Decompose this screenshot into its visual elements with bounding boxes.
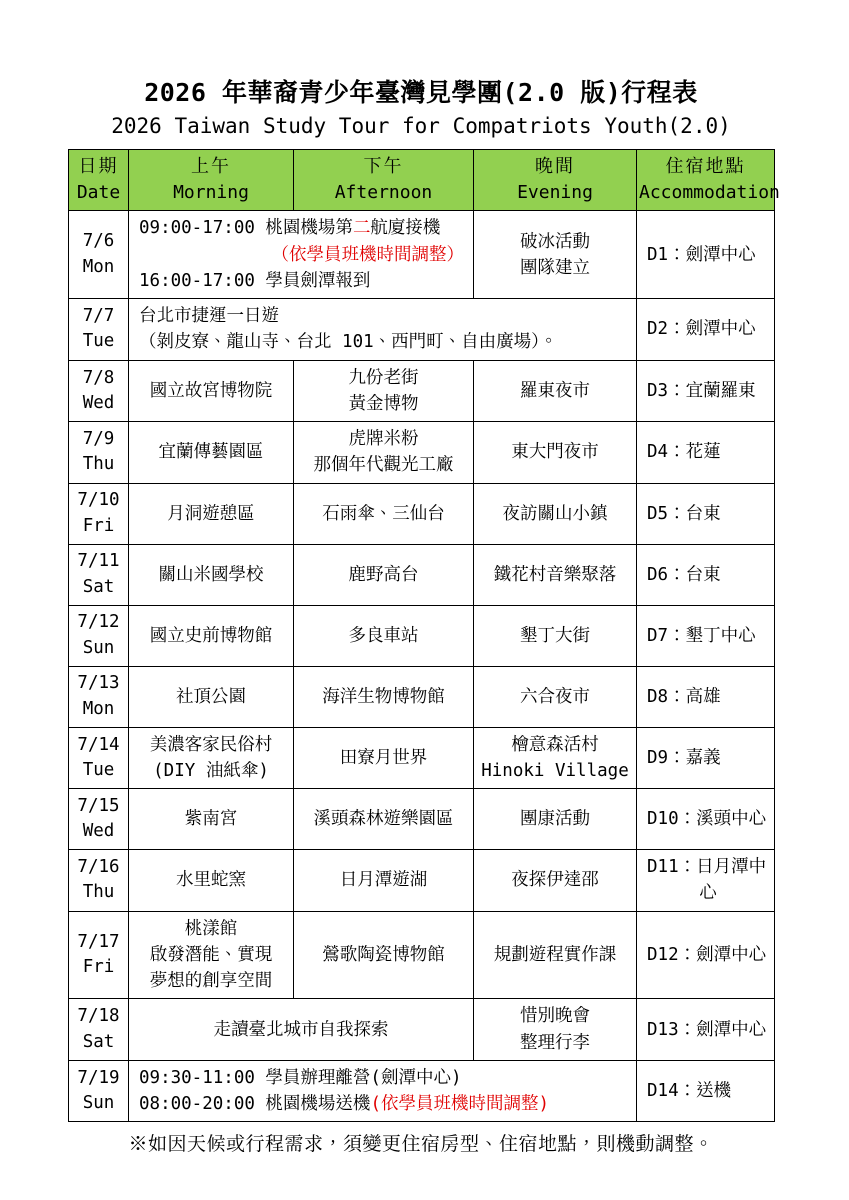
cell-date: [69, 789, 129, 850]
cell-text: 石雨傘、三仙台: [322, 503, 445, 524]
cell-afternoon: [294, 544, 474, 605]
schedule-table: [68, 149, 780, 1122]
cell-line: [299, 391, 468, 417]
day-value: Tue: [82, 759, 115, 780]
cell-text: 水里蛇窯: [176, 870, 246, 891]
cell-line: [299, 426, 468, 452]
table-row: [69, 1060, 775, 1122]
cell-text: 國立史前博物館: [149, 625, 273, 646]
table-row: [69, 789, 775, 850]
cell-line: [647, 1078, 769, 1104]
cell-line: [299, 501, 468, 527]
date-value: 7/8: [82, 367, 115, 388]
cell-text: 美濃客家民俗村: [149, 734, 273, 755]
day-value: Sun: [82, 1093, 115, 1114]
cell-accommodation: [637, 483, 775, 544]
cell-morning: [129, 483, 294, 544]
cell-date: [69, 727, 129, 789]
cell-text: 鐵花村音樂聚落: [493, 564, 617, 585]
cell-line: [647, 378, 769, 404]
cell-line: [479, 684, 631, 710]
cell-text: 鶯歌陶瓷博物館: [322, 944, 445, 965]
cell-text: 關山米國學校: [158, 564, 264, 585]
cell-line: [139, 242, 468, 268]
cell-date: [69, 422, 129, 484]
cell-date: [69, 605, 129, 666]
cell-morning: [129, 789, 294, 850]
cell-evening: [474, 422, 637, 484]
day-value: Tue: [82, 331, 115, 352]
cell-evening: [474, 999, 637, 1061]
cell-line: [134, 942, 288, 968]
day-value: Wed: [82, 392, 115, 413]
header-evening-zh: 晚間: [535, 156, 575, 178]
cell-date: [69, 666, 129, 727]
cell-line: [479, 255, 631, 281]
cell-line: [134, 623, 288, 649]
cell-morning: [129, 360, 294, 422]
header-morning: [129, 150, 294, 211]
cell-afternoon: [294, 483, 474, 544]
cell-text: 東大門夜市: [511, 442, 599, 463]
cell-text: 多良車站: [348, 625, 419, 646]
cell-accommodation: [637, 911, 775, 999]
cell-afternoon: [294, 666, 474, 727]
cell-text: Hinoki Village: [481, 760, 629, 781]
day-value: Thu: [82, 882, 115, 903]
cell-text: D8：高雄: [647, 686, 721, 707]
header-date-en: Date: [76, 182, 121, 204]
cell-text: D9：嘉義: [647, 747, 721, 768]
date-value: 7/11: [77, 551, 120, 572]
schedule-body: [69, 211, 775, 1122]
cell-afternoon: [294, 727, 474, 789]
cell-line: [139, 303, 631, 329]
cell-text: D12：劍潭中心: [647, 944, 767, 965]
header-morning-en: Morning: [173, 182, 249, 204]
cell-text: 台北市捷運一日遊: [139, 306, 279, 327]
cell-text: 走讀臺北城市自我探索: [213, 1019, 389, 1040]
date-value: 7/17: [77, 931, 120, 952]
cell-text: 整理行李: [520, 1032, 590, 1053]
cell-line: [134, 439, 288, 465]
cell-text: 鹿野高台: [348, 564, 419, 585]
cell-text: D13：劍潭中心: [647, 1019, 767, 1040]
cell-line: [299, 942, 468, 968]
cell-line: [647, 1017, 769, 1043]
cell-line: [299, 745, 468, 771]
cell-text: 09:30-11:00 學員辦理離營(劍潭中心): [139, 1067, 462, 1088]
cell-line: [299, 365, 468, 391]
header-accommodation-zh: 住宿地點: [665, 156, 746, 178]
cell-date: [69, 299, 129, 361]
header-evening-en: Evening: [517, 182, 593, 204]
cell-text: 09:00-17:00 桃園機場第: [139, 218, 353, 239]
cell-morning: [129, 422, 294, 484]
cell-text: 桃漾館: [184, 918, 238, 939]
cell-line: [647, 745, 769, 771]
cell-text: 國立故宮博物院: [149, 380, 273, 401]
cell-accommodation: [637, 299, 775, 361]
cell-accommodation: [637, 789, 775, 850]
footnote: ※如因天候或行程需求，須變更住宿房型、住宿地點，則機動調整。: [128, 1133, 714, 1156]
cell-afternoon: [294, 360, 474, 422]
cell-text: 六合夜市: [520, 686, 590, 707]
header-morning-zh: 上午: [191, 156, 231, 178]
day-value: Thu: [82, 454, 115, 475]
table-row: [69, 850, 775, 912]
day-value: Sat: [82, 576, 115, 597]
cell-text: 心: [699, 883, 717, 904]
cell-morning-afternoon: [129, 999, 474, 1061]
cell-text: D3：宜蘭羅東: [647, 380, 756, 401]
day-value: Wed: [82, 821, 115, 842]
cell-line: [647, 316, 769, 342]
table-row: [69, 727, 775, 789]
cell-text: 夜訪關山小鎮: [502, 503, 608, 524]
header-afternoon: [294, 150, 474, 211]
cell-accommodation: [637, 360, 775, 422]
date-value: 7/9: [82, 429, 115, 449]
header-row: [69, 150, 775, 211]
cell-line: [134, 684, 288, 710]
date-value: 7/10: [77, 490, 120, 511]
cell-morning: [129, 727, 294, 789]
cell-line: [134, 1017, 468, 1043]
cell-text: 羅東夜市: [520, 380, 590, 401]
day-value: Mon: [82, 698, 115, 719]
day-value: Fri: [82, 515, 115, 536]
day-value: Fri: [82, 957, 115, 977]
cell-morning: [129, 605, 294, 666]
cell-line: [134, 968, 288, 994]
cell-line: [139, 215, 468, 241]
table-row: [69, 211, 775, 299]
cell-text: D11：日月潭中: [647, 857, 767, 878]
highlight-red-text: （依學員班機時間調整）: [271, 244, 464, 265]
cell-line: [479, 501, 631, 527]
cell-line: [134, 806, 288, 832]
header-date: [69, 150, 129, 211]
day-value: Sun: [82, 637, 115, 658]
cell-text: (DIY 油紙傘): [153, 760, 269, 781]
cell-accommodation: [637, 1060, 775, 1122]
cell-date: [69, 999, 129, 1061]
cell-line: [479, 806, 631, 832]
cell-text: 破冰活動: [520, 231, 590, 252]
cell-line: [479, 1030, 631, 1056]
cell-line: [139, 329, 631, 355]
header-evening: [474, 150, 637, 211]
cell-text: D14：送機: [647, 1081, 732, 1101]
date-value: 7/12: [77, 612, 120, 633]
cell-text: D1：劍潭中心: [647, 244, 756, 265]
cell-accommodation: [637, 727, 775, 789]
cell-line: [647, 684, 769, 710]
cell-line: [647, 439, 769, 465]
cell-text: D6：台東: [647, 564, 721, 585]
cell-text: 團康活動: [520, 809, 590, 829]
cell-text: 紫南宮: [184, 809, 238, 829]
table-row: [69, 544, 775, 605]
date-value: 7/16: [77, 857, 120, 877]
cell-text: 檜意森活村: [511, 734, 599, 755]
cell-text: 團隊建立: [520, 257, 590, 278]
cell-line: [479, 1003, 631, 1029]
cell-morning: [129, 544, 294, 605]
cell-line: [479, 229, 631, 255]
cell-date: [69, 1060, 129, 1122]
cell-text: 16:00-17:00 學員劍潭報到: [139, 270, 371, 291]
header-accommodation: [637, 150, 780, 211]
cell-evening: [474, 211, 637, 299]
cell-evening: [474, 727, 637, 789]
cell-line: [134, 562, 288, 588]
cell-text: D10：溪頭中心: [647, 809, 767, 829]
cell-line: [479, 758, 631, 784]
cell-text: 社頂公園: [176, 686, 246, 707]
cell-afternoon: [294, 911, 474, 999]
day-value: Sat: [82, 1031, 115, 1052]
cell-date: [69, 211, 129, 299]
page-title: 2026 年華裔青少年臺灣見學團(2.0 版)行程表: [144, 78, 698, 107]
cell-evening: [474, 605, 637, 666]
table-row: [69, 999, 775, 1061]
cell-evening: [474, 911, 637, 999]
cell-date: [69, 483, 129, 544]
cell-accommodation: [637, 422, 775, 484]
cell-text: 日月潭遊湖: [339, 870, 428, 891]
cell-accommodation: [637, 605, 775, 666]
cell-evening: [474, 360, 637, 422]
cell-text: 那個年代觀光工廠: [313, 455, 454, 476]
cell-line: [299, 623, 468, 649]
cell-accommodation: [637, 850, 775, 912]
cell-line: [479, 942, 631, 968]
cell-afternoon: [294, 850, 474, 912]
header-date-zh: 日期: [78, 156, 119, 178]
cell-line: [299, 867, 468, 893]
cell-accommodation: [637, 666, 775, 727]
cell-text: 海洋生物博物館: [322, 686, 445, 707]
date-value: 7/14: [77, 734, 120, 755]
cell-text: 啟發潛能、實現: [149, 944, 273, 965]
table-row: [69, 483, 775, 544]
header-afternoon-en: Afternoon: [334, 182, 433, 204]
table-row: [69, 422, 775, 484]
cell-text: 九份老街: [348, 367, 419, 388]
cell-line: [479, 867, 631, 893]
cell-evening: [474, 850, 637, 912]
cell-line: [139, 1091, 631, 1117]
cell-line: [139, 1065, 631, 1091]
date-value: 7/18: [77, 1006, 120, 1027]
cell-line: [134, 867, 288, 893]
cell-afternoon: [294, 789, 474, 850]
date-value: 7/19: [77, 1067, 120, 1088]
cell-text: D4：花蓮: [647, 442, 721, 463]
cell-line: [134, 916, 288, 942]
cell-text: 墾丁大街: [520, 625, 590, 646]
cell-text: 航廈接機: [370, 218, 441, 239]
cell-text: 田寮月世界: [339, 747, 428, 768]
cell-line: [479, 623, 631, 649]
cell-line: [647, 854, 769, 880]
cell-evening: [474, 483, 637, 544]
cell-line: [134, 732, 288, 758]
cell-date: [69, 850, 129, 912]
cell-line: [299, 684, 468, 710]
cell-text: 惜別晚會: [520, 1006, 590, 1027]
cell-text: D5：台東: [647, 503, 721, 524]
cell-line: [134, 758, 288, 784]
cell-accommodation: [637, 544, 775, 605]
cell-evening: [474, 666, 637, 727]
date-value: 7/13: [77, 673, 120, 694]
cell-line: [134, 378, 288, 404]
cell-afternoon: [294, 422, 474, 484]
date-value: 7/6: [82, 231, 115, 252]
cell-date: [69, 360, 129, 422]
cell-text: 月洞遊憩區: [167, 503, 255, 524]
cell-text: 夢想的創享空間: [149, 971, 273, 992]
cell-line: [647, 501, 769, 527]
cell-text: 宜蘭傳藝園區: [158, 442, 264, 463]
cell-line: [139, 268, 468, 294]
cell-accommodation: [637, 211, 775, 299]
table-row: [69, 299, 775, 361]
cell-morning-afternoon: [129, 211, 474, 299]
cell-text: 08:00-20:00 桃園機場送機: [139, 1094, 371, 1115]
table-header: [69, 150, 780, 211]
day-value: Mon: [82, 256, 115, 277]
cell-line: [479, 439, 631, 465]
cell-line: [647, 880, 769, 906]
cell-line: [479, 378, 631, 404]
cell-line: [299, 452, 468, 478]
cell-morning: [129, 666, 294, 727]
cell-line: [647, 242, 769, 268]
cell-text: 黃金博物: [348, 393, 419, 414]
date-value: 7/7: [82, 306, 115, 326]
cell-text: （剝皮寮、龍山寺、台北 101、西門町、自由廣場）。: [139, 332, 558, 353]
cell-line: [479, 562, 631, 588]
cell-morning-afternoon-evening: [129, 1060, 637, 1122]
table-row: [69, 666, 775, 727]
page-subtitle: 2026 Taiwan Study Tour for Compatriots Youth(2.0): [111, 114, 731, 138]
cell-afternoon: [294, 605, 474, 666]
cell-morning: [129, 911, 294, 999]
cell-line: [299, 562, 468, 588]
cell-line: [479, 732, 631, 758]
header-afternoon-zh: 下午: [363, 156, 404, 178]
cell-line: [647, 942, 769, 968]
cell-date: [69, 911, 129, 999]
cell-evening: [474, 544, 637, 605]
cell-text: 虎牌米粉: [348, 429, 419, 450]
highlight-red-text: 二: [352, 218, 371, 239]
date-value: 7/15: [77, 795, 120, 816]
cell-line: [647, 623, 769, 649]
cell-text: D2：劍潭中心: [647, 319, 756, 340]
cell-text: 夜探伊達邵: [511, 870, 599, 891]
cell-accommodation: [637, 999, 775, 1061]
cell-line: [647, 806, 769, 832]
cell-date: [69, 544, 129, 605]
cell-text: 規劃遊程實作課: [493, 944, 617, 965]
table-row: [69, 605, 775, 666]
cell-line: [299, 806, 468, 832]
table-row: [69, 911, 775, 999]
cell-morning-afternoon-evening: [129, 299, 637, 361]
cell-morning: [129, 850, 294, 912]
table-row: [69, 360, 775, 422]
cell-line: [647, 562, 769, 588]
cell-evening: [474, 789, 637, 850]
cell-line: [134, 501, 288, 527]
header-accommodation-en: Accommodation: [639, 182, 780, 204]
highlight-red-text: (依學員班機時間調整): [370, 1094, 550, 1115]
cell-text: D7：墾丁中心: [647, 625, 756, 646]
cell-text: 溪頭森林遊樂園區: [313, 809, 454, 829]
